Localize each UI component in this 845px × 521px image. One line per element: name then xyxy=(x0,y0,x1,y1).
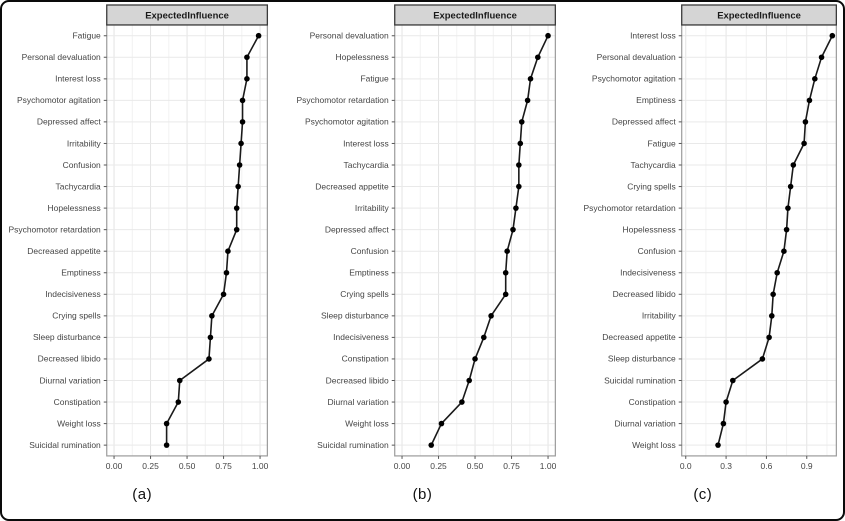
data-point xyxy=(516,162,522,168)
category-label: Psychomotor agitation xyxy=(305,116,390,127)
facet-strip-title: ExpectedInfluence xyxy=(716,10,801,22)
x-tick-label: 0.25 xyxy=(430,460,448,471)
centrality-plot-a xyxy=(2,2,282,476)
x-tick-label: 0.3 xyxy=(719,460,732,471)
data-point xyxy=(473,356,479,362)
data-point xyxy=(781,248,787,254)
category-label: Decreased libido xyxy=(612,289,676,300)
category-label: Psychomotor agitation xyxy=(16,95,101,106)
category-label: Decreased appetite xyxy=(315,181,390,192)
data-point xyxy=(206,356,212,362)
facet-strip-title: ExpectedInfluence xyxy=(433,10,518,22)
x-tick-label: 0.00 xyxy=(394,460,411,471)
x-tick-label: 0.50 xyxy=(467,460,484,471)
plot-background xyxy=(681,25,836,456)
category-label: Interest loss xyxy=(55,73,101,84)
data-point xyxy=(770,292,776,298)
data-point xyxy=(516,184,522,190)
data-point xyxy=(459,399,465,405)
category-label: Crying spells xyxy=(626,181,676,192)
data-point xyxy=(787,184,793,190)
facet-panel-a xyxy=(2,2,282,519)
data-point xyxy=(829,33,835,39)
x-tick-label: 0.6 xyxy=(760,460,772,471)
category-label: Fatigue xyxy=(647,138,676,149)
data-point xyxy=(481,335,487,341)
x-tick-label: 0.75 xyxy=(503,460,521,471)
category-label: Confusion xyxy=(637,245,676,256)
category-label: Confusion xyxy=(62,159,101,170)
x-tick-label: 0.75 xyxy=(215,460,232,471)
data-point xyxy=(225,248,231,254)
category-label: Personal devaluation xyxy=(309,30,390,41)
y-axis-labels xyxy=(8,31,106,450)
category-label: Weight loss xyxy=(345,418,390,429)
category-label: Psychomotor retardation xyxy=(583,202,676,213)
category-label: Sleep disturbance xyxy=(32,332,101,343)
data-point xyxy=(535,54,541,60)
centrality-plot-b xyxy=(282,2,562,476)
data-point xyxy=(237,162,243,168)
x-tick-label: 0.25 xyxy=(142,460,159,471)
data-point xyxy=(785,205,791,211)
category-label: Decreased appetite xyxy=(27,245,101,256)
data-point xyxy=(244,76,250,82)
data-point xyxy=(164,442,170,448)
category-label: Tachycardia xyxy=(55,181,101,192)
x-axis-labels xyxy=(680,456,813,471)
data-point xyxy=(224,270,230,276)
data-point xyxy=(528,76,534,82)
facet-panel-b xyxy=(282,2,562,519)
category-label: Tachycardia xyxy=(343,159,390,170)
data-point xyxy=(503,270,509,276)
data-point xyxy=(723,399,729,405)
category-label: Hopelessness xyxy=(335,52,390,63)
x-tick-label: 1.00 xyxy=(540,460,557,471)
data-point xyxy=(783,227,789,233)
category-label: Hopelessness xyxy=(622,224,676,235)
data-point xyxy=(806,98,812,104)
category-label: Suicidal rumination xyxy=(317,439,390,450)
data-point xyxy=(240,98,246,104)
data-point xyxy=(511,227,517,233)
data-point xyxy=(208,335,214,341)
category-label: Fatigue xyxy=(72,30,101,41)
category-label: Indecisiveness xyxy=(333,332,390,343)
data-point xyxy=(256,33,262,39)
category-label: Personal devaluation xyxy=(21,52,101,63)
data-point xyxy=(235,184,241,190)
data-point xyxy=(429,442,435,448)
category-label: Personal devaluation xyxy=(596,52,676,63)
data-point xyxy=(730,378,736,384)
category-label: Decreased libido xyxy=(37,353,101,364)
data-point xyxy=(234,227,240,233)
data-point xyxy=(525,98,531,104)
data-point xyxy=(176,399,182,405)
y-axis-labels xyxy=(297,31,395,450)
category-label: Emptiness xyxy=(635,95,676,106)
category-label: Diurnal variation xyxy=(327,396,390,407)
data-point xyxy=(774,270,780,276)
data-point xyxy=(240,119,246,125)
category-label: Indecisiveness xyxy=(45,289,101,300)
category-label: Psychomotor agitation xyxy=(591,73,676,84)
category-label: Constipation xyxy=(53,396,101,407)
data-point xyxy=(439,421,445,427)
facet-panel-c xyxy=(563,2,843,519)
data-point xyxy=(759,356,765,362)
data-point xyxy=(467,378,473,384)
data-point xyxy=(489,313,495,319)
x-axis-labels xyxy=(394,456,557,471)
category-label: Irritability xyxy=(66,138,101,149)
data-point xyxy=(518,141,524,147)
category-label: Sleep disturbance xyxy=(607,353,676,364)
category-label: Indecisiveness xyxy=(619,267,676,278)
category-label: Depressed affect xyxy=(611,116,676,127)
panel-caption-b: (b) xyxy=(412,486,433,503)
data-point xyxy=(715,442,721,448)
x-tick-label: 0.50 xyxy=(178,460,196,471)
category-label: Hopelessness xyxy=(47,202,101,213)
category-label: Decreased libido xyxy=(325,375,390,386)
category-label: Constipation xyxy=(341,353,390,364)
data-point xyxy=(209,313,215,319)
data-point xyxy=(503,292,509,298)
x-axis-labels xyxy=(106,456,269,471)
category-label: Constipation xyxy=(628,396,676,407)
data-point xyxy=(546,33,552,39)
category-label: Depressed affect xyxy=(325,224,390,235)
category-label: Crying spells xyxy=(340,289,390,300)
category-label: Sleep disturbance xyxy=(321,310,390,321)
facet-strip-title: ExpectedInfluence xyxy=(145,10,229,22)
data-point xyxy=(766,335,772,341)
data-point xyxy=(769,313,775,319)
category-label: Decreased appetite xyxy=(601,332,676,343)
category-label: Crying spells xyxy=(52,310,101,321)
category-label: Diurnal variation xyxy=(39,375,101,386)
y-axis-labels xyxy=(583,31,681,450)
x-tick-label: 0.00 xyxy=(105,460,123,471)
x-tick-label: 1.00 xyxy=(251,460,269,471)
data-point xyxy=(244,54,250,60)
category-label: Interest loss xyxy=(629,30,676,41)
panel-caption-a: (a) xyxy=(132,486,153,503)
data-point xyxy=(513,205,519,211)
category-label: Suicidal rumination xyxy=(603,375,676,386)
data-point xyxy=(519,119,525,125)
category-label: Confusion xyxy=(350,245,390,256)
category-label: Depressed affect xyxy=(36,116,101,127)
category-label: Diurnal variation xyxy=(614,418,676,429)
data-point xyxy=(802,119,808,125)
category-label: Interest loss xyxy=(343,138,390,149)
x-tick-label: 0.9 xyxy=(800,460,813,471)
category-label: Psychomotor retardation xyxy=(8,224,101,235)
x-tick-label: 0.0 xyxy=(679,460,692,471)
data-point xyxy=(164,421,170,427)
category-label: Irritability xyxy=(641,310,676,321)
data-point xyxy=(720,421,726,427)
data-point xyxy=(177,378,183,384)
category-label: Suicidal rumination xyxy=(29,439,101,450)
data-point xyxy=(234,205,240,211)
data-point xyxy=(818,54,824,60)
category-label: Weight loss xyxy=(57,418,101,429)
category-label: Emptiness xyxy=(61,267,101,278)
category-label: Tachycardia xyxy=(630,159,676,170)
data-point xyxy=(790,162,796,168)
panel-caption-c: (c) xyxy=(693,486,713,503)
category-label: Fatigue xyxy=(360,73,390,84)
data-point xyxy=(812,76,818,82)
category-label: Emptiness xyxy=(349,267,390,278)
data-point xyxy=(221,292,227,298)
data-point xyxy=(505,248,511,254)
data-point xyxy=(801,141,807,147)
category-label: Irritability xyxy=(355,202,390,213)
category-label: Weight loss xyxy=(631,439,676,450)
centrality-plot-c xyxy=(563,2,843,476)
category-label: Psychomotor retardation xyxy=(296,95,390,106)
data-point xyxy=(238,141,244,147)
